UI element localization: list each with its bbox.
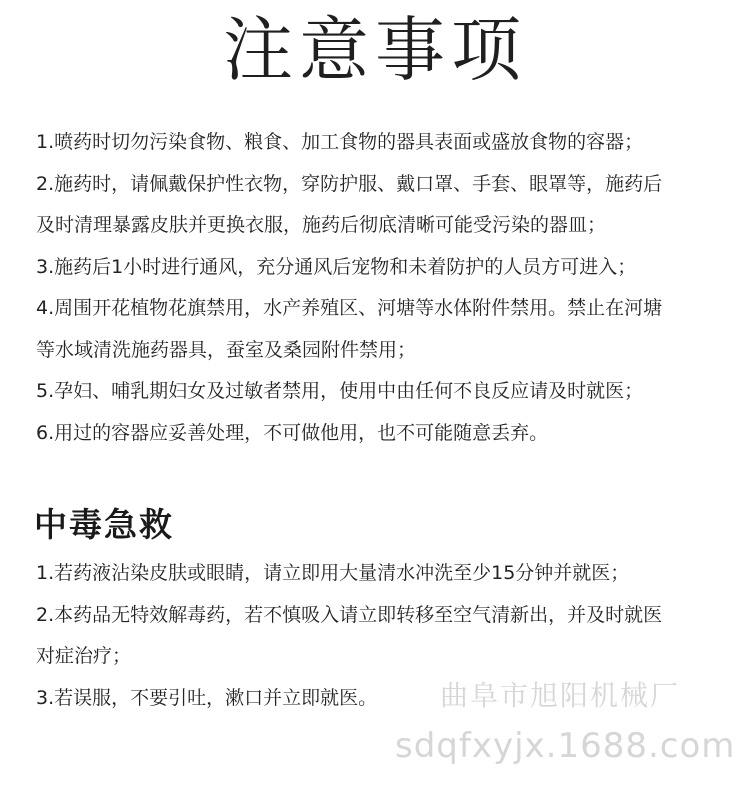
first-aid-list bbox=[36, 553, 726, 719]
precautions-list bbox=[36, 122, 726, 454]
first-aid-heading: 中毒急救 bbox=[34, 505, 174, 544]
page-title: 注意事项 bbox=[223, 9, 527, 91]
first-aid-line: 2.本药品无特效解毒药，若不慎吸入请立即转移至空气清新出，并及时就医 bbox=[36, 603, 663, 626]
precaution-line: 3.施药后1小时进行通风，充分通风后宠物和未着防护的人员方可进入； bbox=[36, 255, 637, 278]
watermark-company: 曲阜市旭阳机械厂 bbox=[440, 679, 681, 712]
precaution-line: 6.用过的容器应妥善处理，不可做他用，也不可能随意丢弃。 bbox=[36, 421, 549, 444]
precaution-line: 4.周围开花植物花旗禁用，水产养殖区、河塘等水体附件禁用。禁止在河塘 bbox=[36, 297, 663, 319]
precaution-line: 及时清理暴露皮肤并更换衣服，施药后彻底清晰可能受污染的器皿； bbox=[36, 214, 607, 236]
precaution-line: 2.施药时，请佩戴保护性衣物，穿防护服、戴口罩、手套、眼罩等，施药后 bbox=[36, 172, 663, 195]
watermark-url: sdqfxyjx.1688.com bbox=[395, 726, 736, 766]
first-aid-line: 1.若药液沾染皮肤或眼睛，请立即用大量清水冲洗至少15分钟并就医； bbox=[36, 562, 630, 584]
first-aid-line: 对症治疗； bbox=[36, 645, 132, 667]
precaution-line: 1.喷药时切勿污染食物、粮食、加工食物的器具表面或盛放食物的容器； bbox=[36, 131, 644, 153]
precaution-line: 5.孕妇、哺乳期妇女及过敏者禁用，使用中由任何不良反应请及时就医； bbox=[36, 380, 644, 402]
first-aid-line: 3.若误服，不要引吐，漱口并立即就医。 bbox=[36, 686, 378, 709]
precaution-line: 等水域清洗施药器具，蚕室及桑园附件禁用； bbox=[36, 338, 417, 361]
